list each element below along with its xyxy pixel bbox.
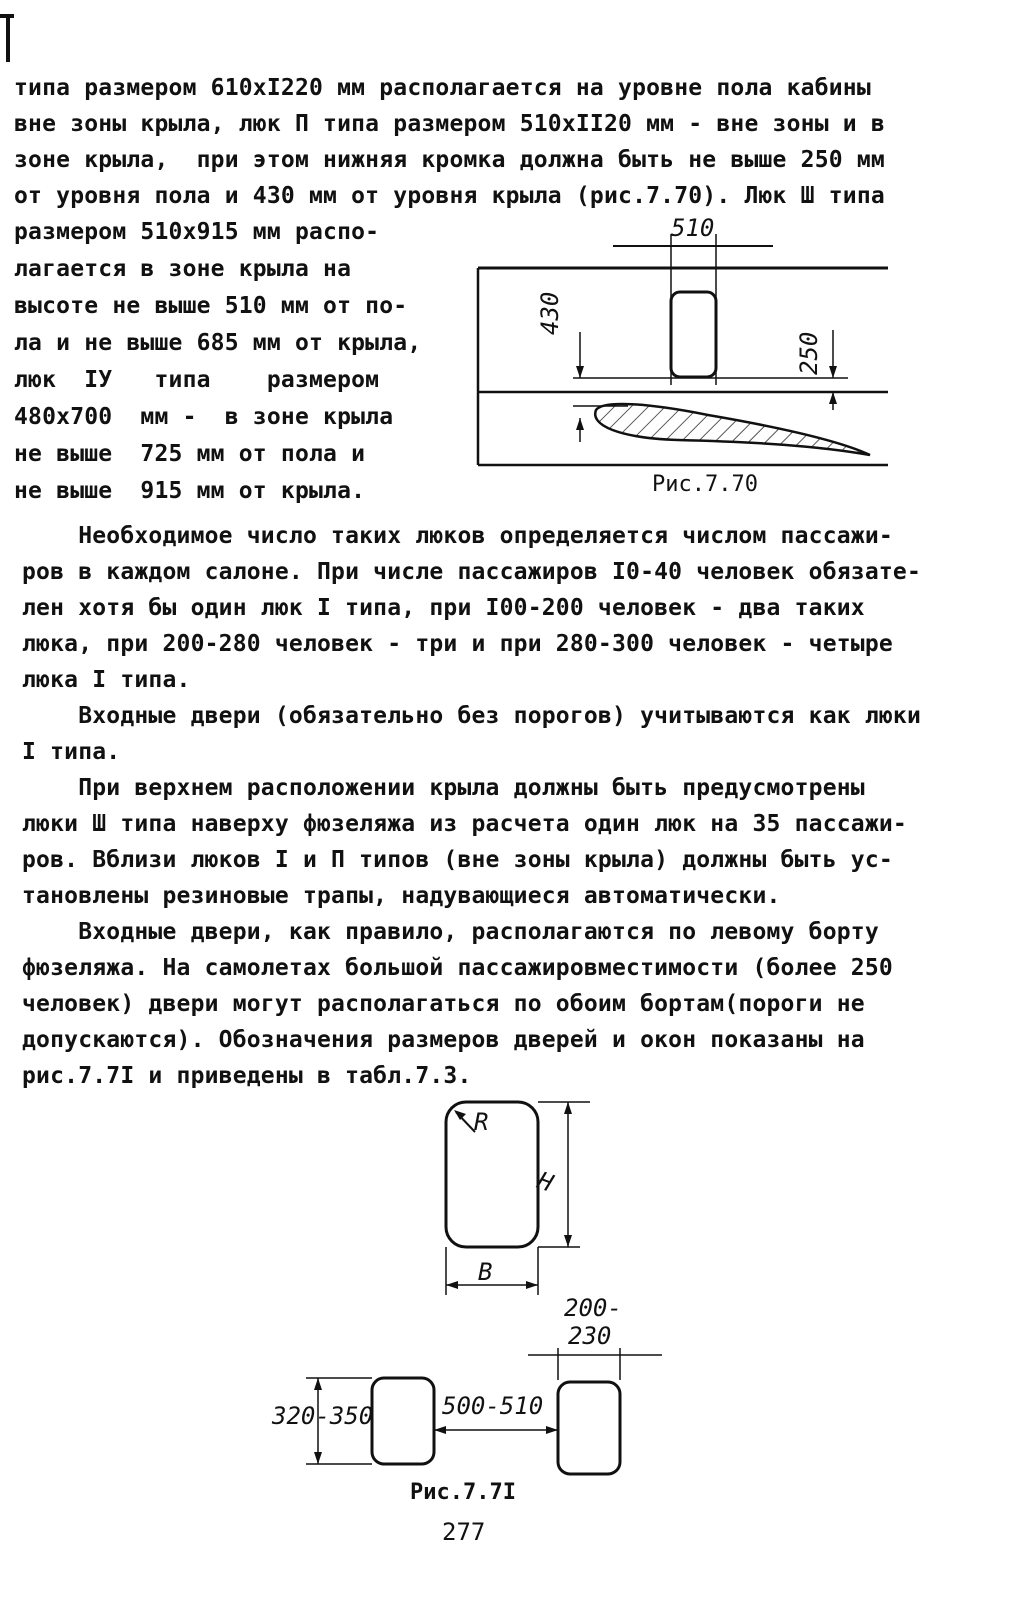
figure-771-door-drawing [430, 1090, 630, 1320]
text-line: от уровня пола и 430 мм от уровня крыла (рис.7.70). Люк Ш типа [14, 183, 885, 209]
dim-430: 430 [536, 291, 564, 335]
margin-mark-top [0, 14, 14, 18]
dim-200: 200- [564, 1294, 622, 1322]
text-line: высоте не выше 510 мм от по- [14, 293, 408, 319]
text-line: Входные двери, как правило, располагаются по левому борту [22, 919, 879, 945]
label-r: R [474, 1108, 489, 1136]
text-line: лагается в зоне крыла на [14, 256, 352, 282]
page-number: 277 [442, 1518, 486, 1546]
text-line: допускаются). Обозначения размеров дверей и окон показаны на [22, 1027, 865, 1053]
text-line: Необходимое число таких люков определяется числом пассажи- [22, 523, 893, 549]
text-line: ров в каждом салоне. При числе пассажиров I0-40 человек обязате- [22, 559, 922, 585]
text-line: люка I типа. [22, 667, 191, 693]
text-line: люк IУ типа размером [14, 367, 380, 393]
text-line: лен хотя бы один люк I типа, при I00-200 человек - два таких [22, 595, 865, 621]
text-line: ла и не выше 685 мм от крыла, [14, 330, 422, 356]
text-line: не выше 725 мм от пола и [14, 441, 366, 467]
figure-770-drawing [478, 220, 918, 490]
text-line: люка, при 200-280 человек - три и при 280-300 человек - четыре [22, 631, 893, 657]
text-line: человек) двери могут располагаться по обоим бортам(пороги не [22, 991, 865, 1017]
text-line: размером 510х915 мм распо- [14, 219, 380, 245]
dim-250: 250 [795, 331, 823, 375]
text-line: не выше 915 мм от крыла. [14, 478, 366, 504]
text-line: Входные двери (обязательно без порогов) учитываются как люки [22, 703, 922, 729]
label-b: B [478, 1258, 493, 1286]
text-line: рис.7.7I и приведены в табл.7.3. [22, 1063, 472, 1089]
text-line: зоне крыла, при этом нижняя кромка должна быть не выше 250 мм [14, 147, 885, 173]
dim-500-510: 500-510 [442, 1392, 544, 1420]
text-line: I типа. [22, 739, 121, 765]
figure-770-caption: Рис.7.70 [652, 472, 758, 497]
text-line: тановлены резиновые трапы, надувающиеся автоматически. [22, 883, 781, 909]
label-h: H [533, 1166, 557, 1198]
text-line: вне зоны крыла, люк П типа размером 510хII20 мм - вне зоны и в [14, 111, 885, 137]
margin-mark [6, 14, 10, 62]
figure-771-caption: Рис.7.7I [410, 1480, 516, 1505]
text-line: ров. Вблизи люков I и П типов (вне зоны крыла) должны быть ус- [22, 847, 893, 873]
text-line: фюзеляжа. На самолетах большой пассажировместимости (более 250 [22, 955, 893, 981]
dim-320-350: 320-350 [272, 1402, 374, 1430]
dim-230: 230 [568, 1322, 612, 1350]
text-line: При верхнем расположении крыла должны быть предусмотрены [22, 775, 865, 801]
text-line: 480х700 мм - в зоне крыла [14, 404, 394, 430]
text-line: люки Ш типа наверху фюзеляжа из расчета один люк на 35 пассажи- [22, 811, 907, 837]
dim-510: 510 [671, 214, 715, 242]
text-line: типа размером 610хI220 мм располагается на уровне пола кабины [14, 75, 871, 101]
